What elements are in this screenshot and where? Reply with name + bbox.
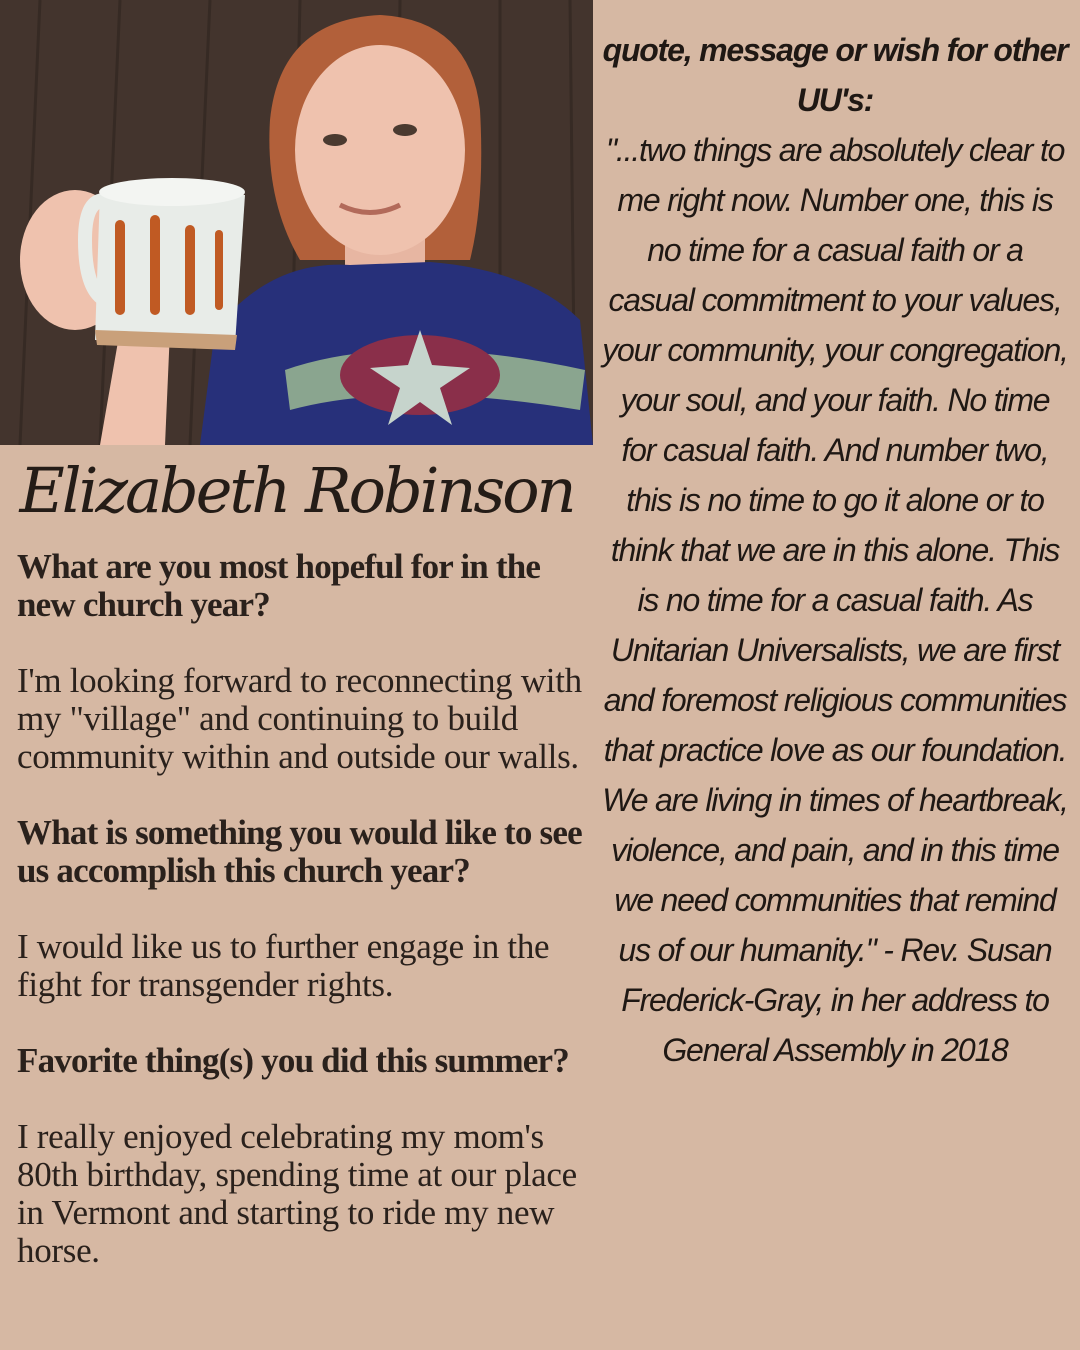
question-2: What is something you would like to see us accomplish this church year? (17, 813, 582, 890)
answer-3: I really enjoyed celebrating my mom's 80th birthday, spending time at our place in Vermont and starting to ride my new horse. (17, 1117, 577, 1270)
quote-text: "...two things are absolutely clear to me right now. Number one, this is no time for a casual faith or a casual commitment to your values, your community, your congregation, your soul, and your faith. No time for casual faith. And number two, this is no time to go it alone or to think that we are in this alone. This is no time for a casual faith. As Unitarian Universalists, we are first and foremost religious communities that practice love as our foundation. We are living in times of heartbreak, violence, and pain, and in this time we need communities that remind us of our humanity." - Rev. Susan Frederick-Gray, in her address to General Assembly in 2018 (602, 132, 1068, 1068)
quote-section (602, 25, 1068, 1075)
quote-heading: quote, message or wish for other UU's: (602, 32, 1068, 118)
person-name: Elizabeth Robinson (19, 454, 574, 527)
answer-1: I'm looking forward to reconnecting with my "village" and continuing to build community within and outside our walls. (17, 661, 582, 776)
qa-section (17, 548, 587, 1270)
profile-photo (0, 0, 593, 445)
answer-2: I would like us to further engage in the fight for transgender rights. (17, 927, 550, 1004)
question-3: Favorite thing(s) you did this summer? (17, 1041, 569, 1080)
question-1: What are you most hopeful for in the new church year? (17, 547, 541, 624)
